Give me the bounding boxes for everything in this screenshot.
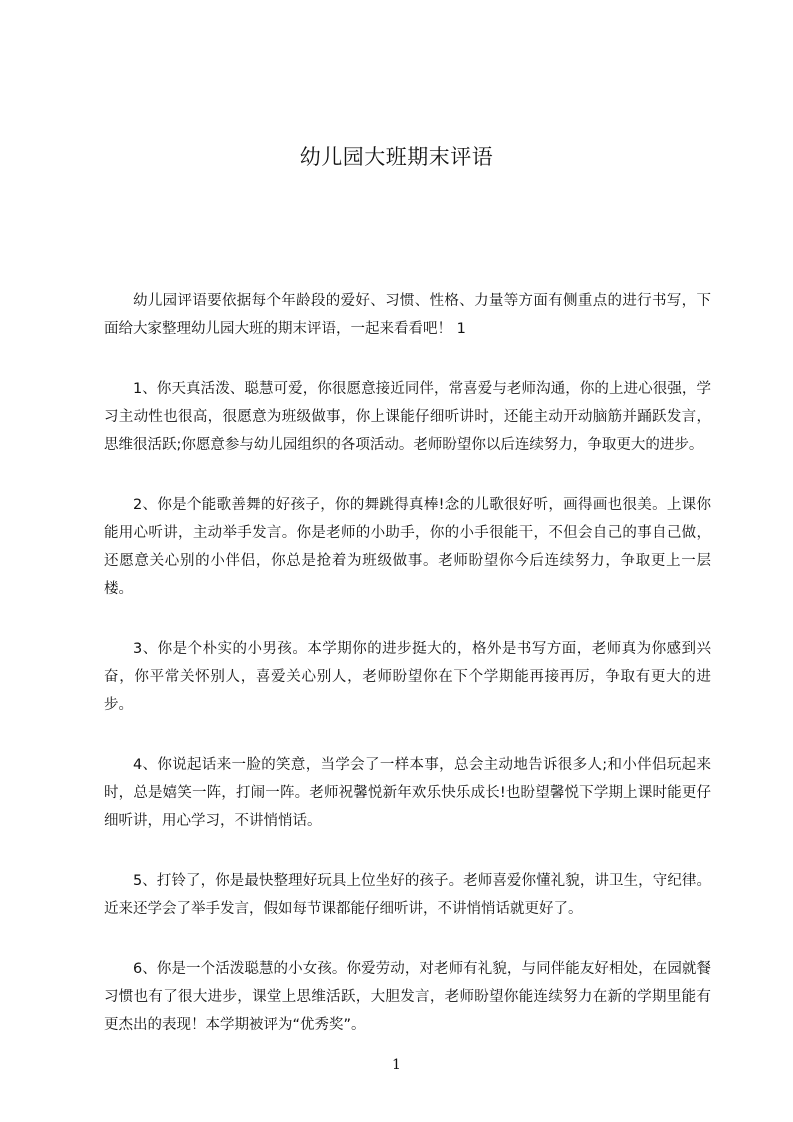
document-title: 幼儿园大班期末评语 <box>299 145 494 169</box>
comment-paragraph-6: 6、你是一个活泼聪慧的小女孩。你爱劳动，对老师有礼貌，与同伴能友好相处，在园就餐习惯也有了很大进步，课堂上思维活跃，大胆发言，老师盼望你能连续努力在新的学期里能有更杰出的表现！本学期被评为“优秀奖”。 <box>104 961 711 1033</box>
intro-paragraph: 幼儿园评语要依据每个年龄段的爱好、习惯、性格、力量等方面有侧重点的进行书写，下面给大家整理幼儿园大班的期末评语，一起来看看吧！ 1 <box>104 293 711 337</box>
comment-paragraph-1: 1、你天真活泼、聪慧可爱，你很愿意接近同伴，常喜爱与老师沟通，你的上进心很强，学习主动性也很高，很愿意为班级做事，你上课能仔细听讲时，还能主动开动脑筋并踊跃发言，思维很活跃;你愿意参与幼儿园组织的各项活动。老师盼望你以后连续努力，争取更大的进步。 <box>104 381 711 453</box>
comment-paragraph-3: 3、你是个朴实的小男孩。本学期你的进步挺大的，格外是书写方面，老师真为你感到兴奋，你平常关怀别人，喜爱关心别人，老师盼望你在下个学期能再接再厉，争取有更大的进步。 <box>104 641 711 713</box>
comment-paragraph-2: 2、你是个能歌善舞的好孩子，你的舞跳得真棒!念的儿歌很好听，画得画也很美。上课你能用心听讲，主动举手发言。你是老师的小助手，你的小手很能干，不但会自己的事自己做，还愿意关心别的小伴侣，你总是抢着为班级做事。老师盼望你今后连续努力，争取更上一层楼。 <box>104 497 711 597</box>
document-body <box>104 287 711 1071</box>
comment-paragraph-5: 5、打铃了，你是最快整理好玩具上位坐好的孩子。老师喜爱你懂礼貌，讲卫生，守纪律。近来还学会了举手发言，假如每节课都能仔细听讲，不讲悄悄话就更好了。 <box>104 873 711 917</box>
page-number: 1 <box>392 1057 401 1073</box>
comment-paragraph-4: 4、你说起话来一脸的笑意，当学会了一样本事，总会主动地告诉很多人;和小伴侣玩起来时，总是嬉笑一阵，打闹一阵。老师祝馨悦新年欢乐快乐成长!也盼望馨悦下学期上课时能更仔细听讲，用心学习，不讲悄悄话。 <box>104 757 711 829</box>
